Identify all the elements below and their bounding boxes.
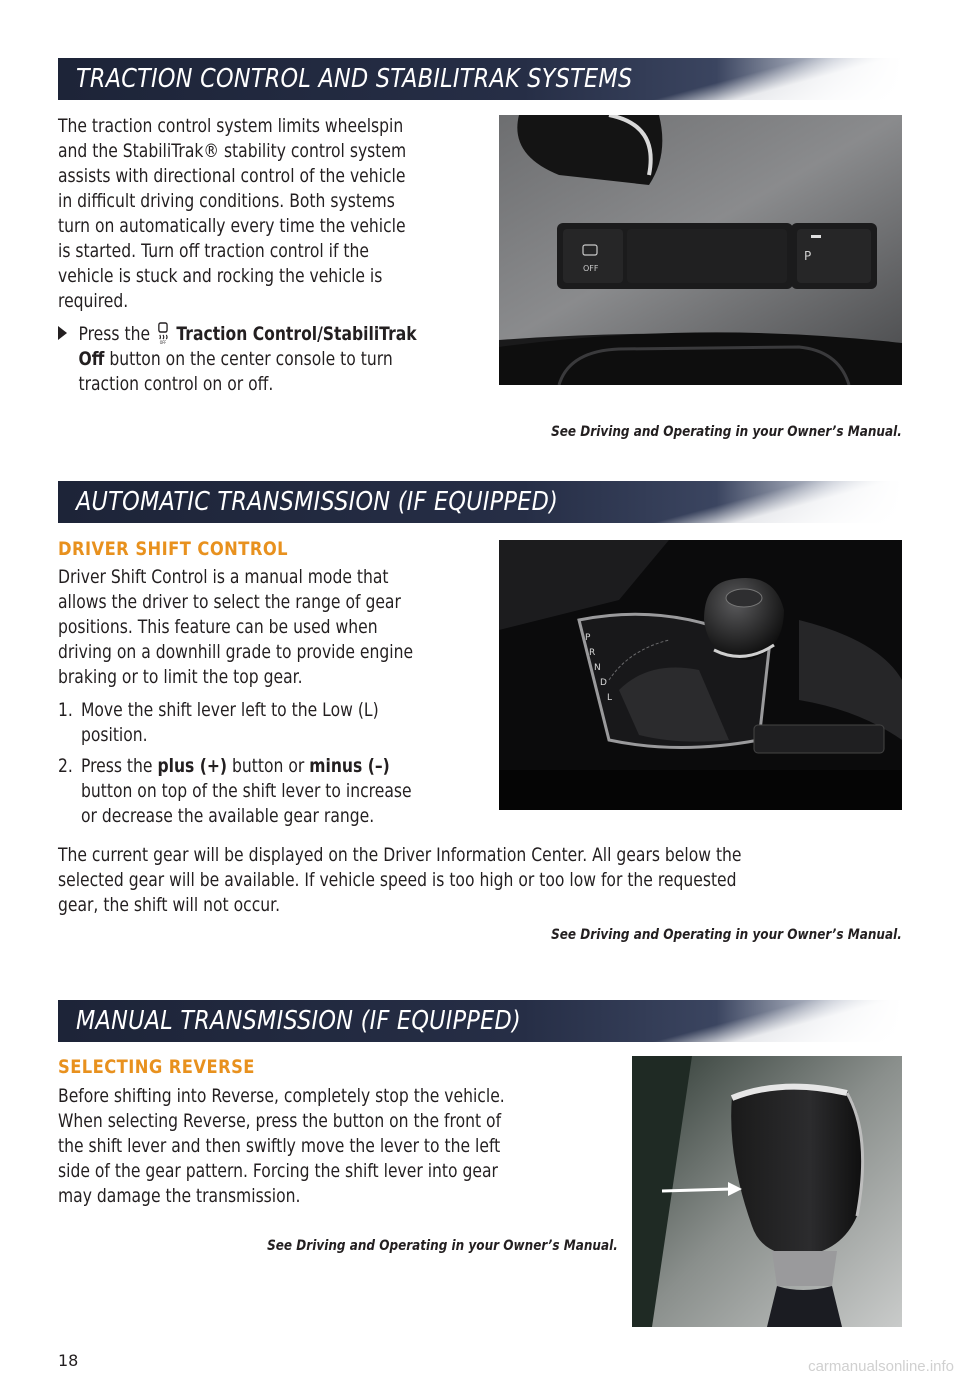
- text-line: Off button on the center console to turn: [78, 348, 393, 370]
- text-line: Driver Shift Control is a manual mode that: [58, 566, 389, 588]
- svg-text:OFF: OFF: [583, 264, 599, 273]
- owners-manual-reference: See Driving and Operating in your Owner’s Manual.: [551, 424, 902, 440]
- svg-text:P: P: [585, 633, 591, 643]
- bullet-arrow-icon: [58, 326, 67, 340]
- page-number: 18: [58, 1351, 79, 1370]
- text-line: in difficult driving conditions. Both systems: [58, 190, 395, 212]
- traction-bullet: Press the OFF Traction Control/StabiliTrak: [58, 322, 484, 347]
- section-title: MANUAL TRANSMISSION (IF EQUIPPED): [76, 1006, 521, 1036]
- text-line: driving on a downhill grade to provide engine: [58, 641, 414, 663]
- svg-text:N: N: [594, 663, 601, 673]
- traction-paragraph: [58, 114, 484, 397]
- text-line: allows the driver to select the range of gear: [58, 591, 401, 613]
- svg-text:P: P: [804, 249, 812, 263]
- svg-text:R: R: [589, 648, 596, 658]
- text-line: gear, the shift will not occur.: [58, 894, 281, 916]
- text-line: When selecting Reverse, press the button on the front of: [58, 1110, 502, 1132]
- banner-sweep: [642, 58, 902, 100]
- section-banner-manual: [58, 1000, 902, 1042]
- text-line: braking or to limit the top gear.: [58, 666, 303, 688]
- watermark: carmanualsonline.info: [808, 1358, 954, 1375]
- svg-text:OFF: OFF: [160, 340, 167, 344]
- section-banner-automatic: [58, 481, 902, 523]
- svg-text:D: D: [600, 678, 607, 688]
- text-line: the shift lever and then swiftly move the lever to the left: [58, 1135, 501, 1157]
- text-line: The traction control system limits wheelspin: [58, 115, 404, 137]
- text-line: may damage the transmission.: [58, 1185, 301, 1207]
- traction-console-photo: [499, 115, 902, 385]
- shifter-photo: [499, 540, 902, 810]
- text-line: The current gear will be displayed on the Driver Information Center. All gears below the: [58, 844, 742, 866]
- manual-shifter-photo: [632, 1056, 902, 1327]
- section-title: AUTOMATIC TRANSMISSION (IF EQUIPPED): [76, 487, 559, 517]
- text-line: and the StabiliTrak® stability control system: [58, 140, 407, 162]
- text-line: assists with directional control of the vehicle: [58, 165, 406, 187]
- owners-manual-reference: See Driving and Operating in your Owner’s Manual.: [551, 927, 902, 943]
- text-line: selected gear will be available. If vehicle speed is too high or too low for the requested: [58, 869, 737, 891]
- subhead-selecting-reverse: SELECTING REVERSE: [58, 1056, 255, 1078]
- svg-text:L: L: [607, 693, 613, 703]
- reverse-paragraph: [58, 1084, 616, 1209]
- subhead-driver-shift: DRIVER SHIFT CONTROL: [58, 538, 289, 560]
- text-line: positions. This feature can be used when: [58, 616, 378, 638]
- step-1: 1. Move the shift lever left to the Low (L) position.: [58, 699, 379, 746]
- shift-control-closing: [58, 843, 911, 918]
- text-line: required.: [58, 290, 129, 312]
- step-2: 2. Press the plus (+) button or minus (–) button on top of the shift lever to increase or decrease the available gear range.: [58, 755, 412, 827]
- banner-sweep: [642, 1000, 902, 1042]
- section-banner-traction: [58, 58, 902, 100]
- text-line: side of the gear pattern. Forcing the shift lever into gear: [58, 1160, 498, 1182]
- text-line: turn on automatically every time the vehicle: [58, 215, 406, 237]
- text-line: vehicle is stuck and rocking the vehicle is: [58, 265, 383, 287]
- banner-sweep: [642, 481, 902, 523]
- text-line: is started. Turn off traction control if the: [58, 240, 369, 262]
- text-line: Before shifting into Reverse, completely stop the vehicle.: [58, 1085, 505, 1107]
- section-title: TRACTION CONTROL AND STABILITRAK SYSTEMS: [76, 64, 633, 94]
- traction-control-icon: [157, 322, 170, 344]
- text-line: traction control on or off.: [78, 373, 274, 395]
- owners-manual-reference: See Driving and Operating in your Owner’s Manual.: [267, 1238, 618, 1254]
- shift-control-paragraph: [58, 565, 484, 829]
